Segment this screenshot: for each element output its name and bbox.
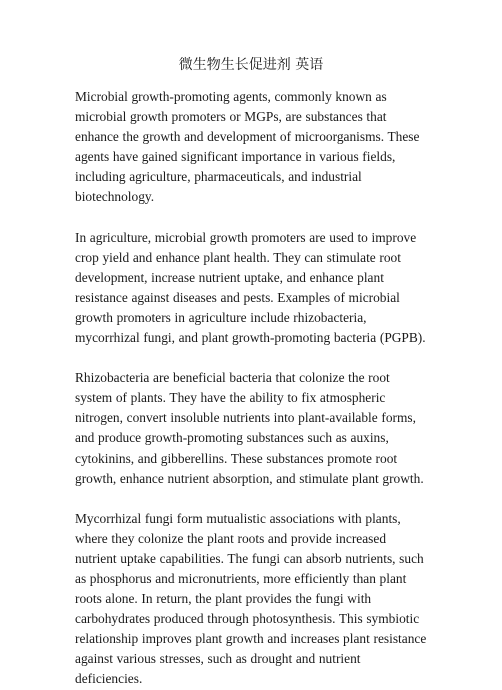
paragraph-agriculture: In agriculture, microbial growth promoters are used to improve crop yield and enhance plant health. They can stimulate root development, increase nutrient uptake, and enhance plant resistance against diseases and pests. Examples of microbial growth promoters in agriculture include rhizobacteria, mycorrhizal fungi, and plant growth-promoting bacteria (PGPB). xyxy=(75,229,426,346)
paragraph-mycorrhizal-fungi: Mycorrhizal fungi form mutualistic associations with plants, where they colonize the plant roots and provide increased nutrient uptake capabilities. The fungi can absorb nutrients, such as phosphorus and micronutrients, more efficiently than plant roots alone. In return, the plant provides the fungi with carbohydrates produced through photosynthesis. This symbiotic relationship improves plant growth and increases plant resistance against various stresses, such as drought and nutrient deficiencies. xyxy=(75,510,427,687)
document-title: 微生物生长促进剂 英语 xyxy=(178,57,324,73)
paragraph-rhizobacteria: Rhizobacteria are beneficial bacteria that colonize the root system of plants. They have the ability to fix atmospheric nitrogen, convert insoluble nutrients into plant-available forms, and produce growth-promoting substances such as auxins, cytokinins, and gibberellins. These substances promote root growth, enhance nutrient absorption, and stimulate plant growth. xyxy=(75,370,424,486)
paragraph-intro: Microbial growth-promoting agents, commonly known as microbial growth promoters or MGPs, are substances that enhance the growth and development of microorganisms. These agents have gained significant importance in various fields, including agriculture, pharmaceuticals, and industrial biotechnology. xyxy=(75,89,420,205)
